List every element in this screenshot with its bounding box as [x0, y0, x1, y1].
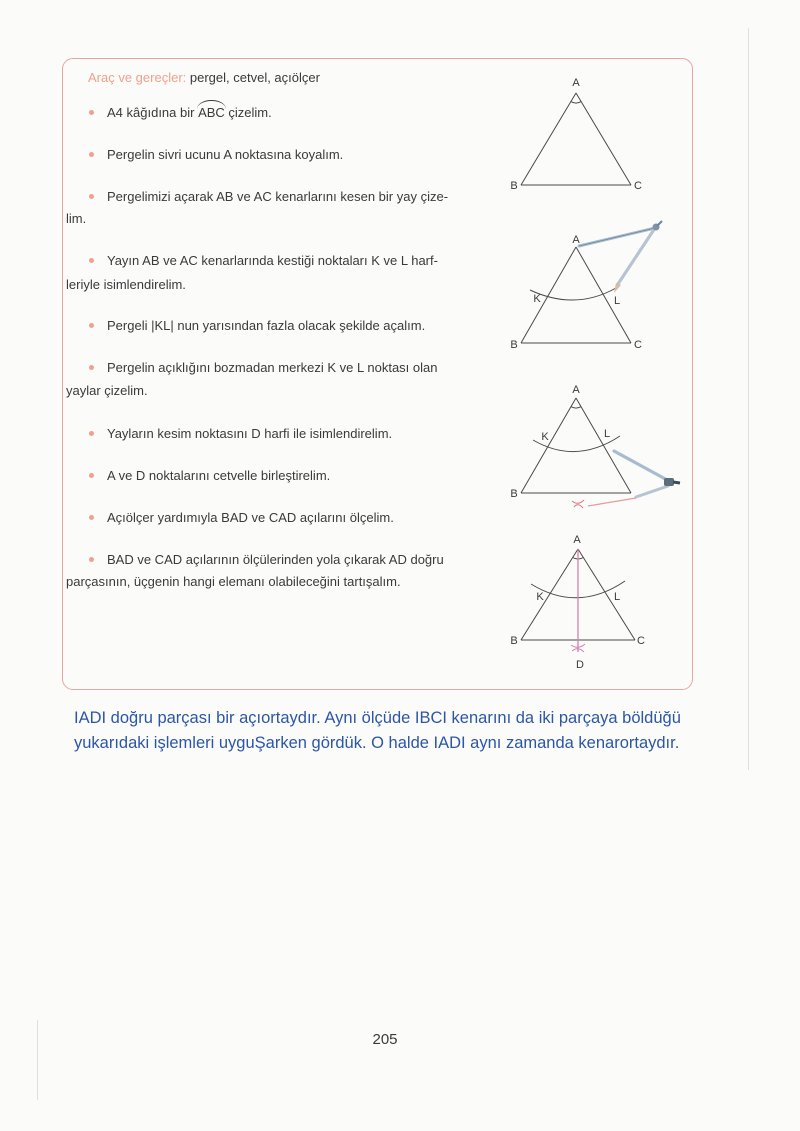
scan-edge-line-right — [748, 28, 749, 770]
materials-line — [88, 70, 320, 86]
fig4-label-a: A — [573, 534, 581, 546]
bullet-1 — [89, 110, 94, 115]
fig3-compass-hinge — [664, 478, 674, 486]
bullet-6 — [89, 365, 94, 370]
bullet-7 — [89, 431, 94, 436]
fig1-angle-a-mark — [571, 102, 581, 103]
construction-figures — [500, 70, 695, 685]
figure-1-triangle — [510, 77, 642, 192]
step-1-text — [107, 105, 272, 121]
step-1-text-start: A4 kâğıdına bir — [107, 105, 199, 120]
fig3-pencil-trace — [588, 498, 636, 506]
fig4-label-k: K — [536, 591, 544, 603]
answer-note-line-2: yukarıdaki işlemleri uyguŞarken gördük. O halde IADI aynı zamanda kenarortaydır. — [74, 734, 680, 752]
fig3-label-l: L — [603, 428, 611, 440]
step-2-text: Pergelin sivri ucunu A noktasına koyalım. — [107, 147, 344, 162]
scan-edge-line-left — [37, 1020, 38, 1100]
fig3-label-a: A — [572, 384, 580, 396]
step-4-text: Yayın AB ve AC kenarlarında kestiği noktaları K ve L harf- — [107, 253, 438, 268]
answer-note-line-1: IADI doğru parçası bir açıortaydır. Aynı ölçüde IBCI kenarını da iki parçaya böldüğü — [74, 709, 681, 727]
triangle-abc-notation: ABC — [198, 105, 225, 120]
step-10-text-continued: parçasının, üçgenin hangi elemanı olabileceğini tartışalım. — [66, 574, 401, 589]
step-7-text: Yayların kesim noktasını D harfi ile isimlendirelim. — [107, 426, 393, 441]
step-9-text: Açıölçer yardımıyla BAD ve CAD açılarını ölçelim. — [107, 510, 394, 525]
fig2-label-k: K — [533, 293, 541, 305]
bullet-10 — [89, 557, 94, 562]
bullet-9 — [89, 515, 94, 520]
materials-label: Araç ve gereçler: — [88, 70, 187, 85]
fig3-angle-a-mark — [571, 407, 581, 408]
fig1-label-c: C — [634, 180, 642, 192]
fig2-label-l: L — [613, 295, 621, 307]
fig2-side-ab — [521, 247, 576, 343]
step-10-text: BAD ve CAD açılarının ölçülerinden yola çıkarak AD doğru — [107, 552, 444, 567]
fig4-label-b: B — [510, 635, 518, 647]
bullet-5 — [89, 323, 94, 328]
fig4-label-d: D — [576, 659, 584, 671]
fig4-side-ab — [521, 549, 578, 640]
fig3-label-b: B — [510, 488, 518, 500]
fig3-side-ab — [521, 398, 576, 493]
fig3-arc-intersection-mark — [572, 500, 584, 508]
fig2-compass-pencil-tip — [614, 283, 621, 293]
fig4-label-c: C — [637, 635, 645, 647]
step-8-text: A ve D noktalarını cetvelle birleştirelim. — [107, 468, 331, 483]
fig1-label-a: A — [572, 77, 580, 89]
figure-3-triangle — [510, 384, 631, 500]
fig3-compass-icon — [572, 451, 680, 508]
fig2-label-a: A — [572, 234, 580, 246]
fig3-compass-needle-leg — [614, 451, 669, 481]
step-5-text: Pergeli |KL| nun yarısından fazla olacak şekilde açalım. — [107, 318, 426, 333]
fig3-compass-pencil-leg — [636, 486, 668, 497]
fig2-side-ac — [576, 247, 631, 343]
materials-list: pergel, cetvel, açıölçer — [189, 70, 320, 85]
bullet-2 — [89, 152, 94, 157]
step-3-text: Pergelimizi açarak AB ve AC kenarlarını kesen bir yay çize- — [107, 189, 449, 204]
figure-2-triangle — [510, 234, 642, 351]
fig3-compass-handle — [673, 482, 680, 483]
bullet-4 — [89, 258, 94, 263]
step-1-text-end: çizelim. — [224, 105, 272, 120]
bullet-8 — [89, 473, 94, 478]
fig2-compass-icon — [579, 221, 662, 293]
fig2-compass-handle — [657, 221, 662, 226]
bullet-3 — [89, 194, 94, 199]
fig2-arc-kl — [530, 288, 616, 300]
fig1-label-b: B — [510, 180, 518, 192]
fig4-label-l: L — [613, 591, 621, 603]
step-6-text-continued: yaylar çizelim. — [66, 383, 148, 398]
step-6-text: Pergelin açıklığını bozmadan merkezi K ve L noktası olan — [107, 360, 438, 375]
page-number: 205 — [372, 1031, 398, 1048]
fig1-side-ac — [576, 93, 631, 185]
fig2-label-b: B — [510, 339, 518, 351]
fig2-label-c: C — [634, 339, 642, 351]
step-4-text-continued: leriyle isimlendirelim. — [66, 277, 186, 292]
fig3-label-k: K — [541, 431, 549, 443]
step-3-text-continued: lim. — [66, 211, 87, 226]
fig4-side-ac — [578, 549, 635, 640]
figure-4-triangle — [510, 534, 645, 671]
fig1-side-ab — [521, 93, 576, 185]
